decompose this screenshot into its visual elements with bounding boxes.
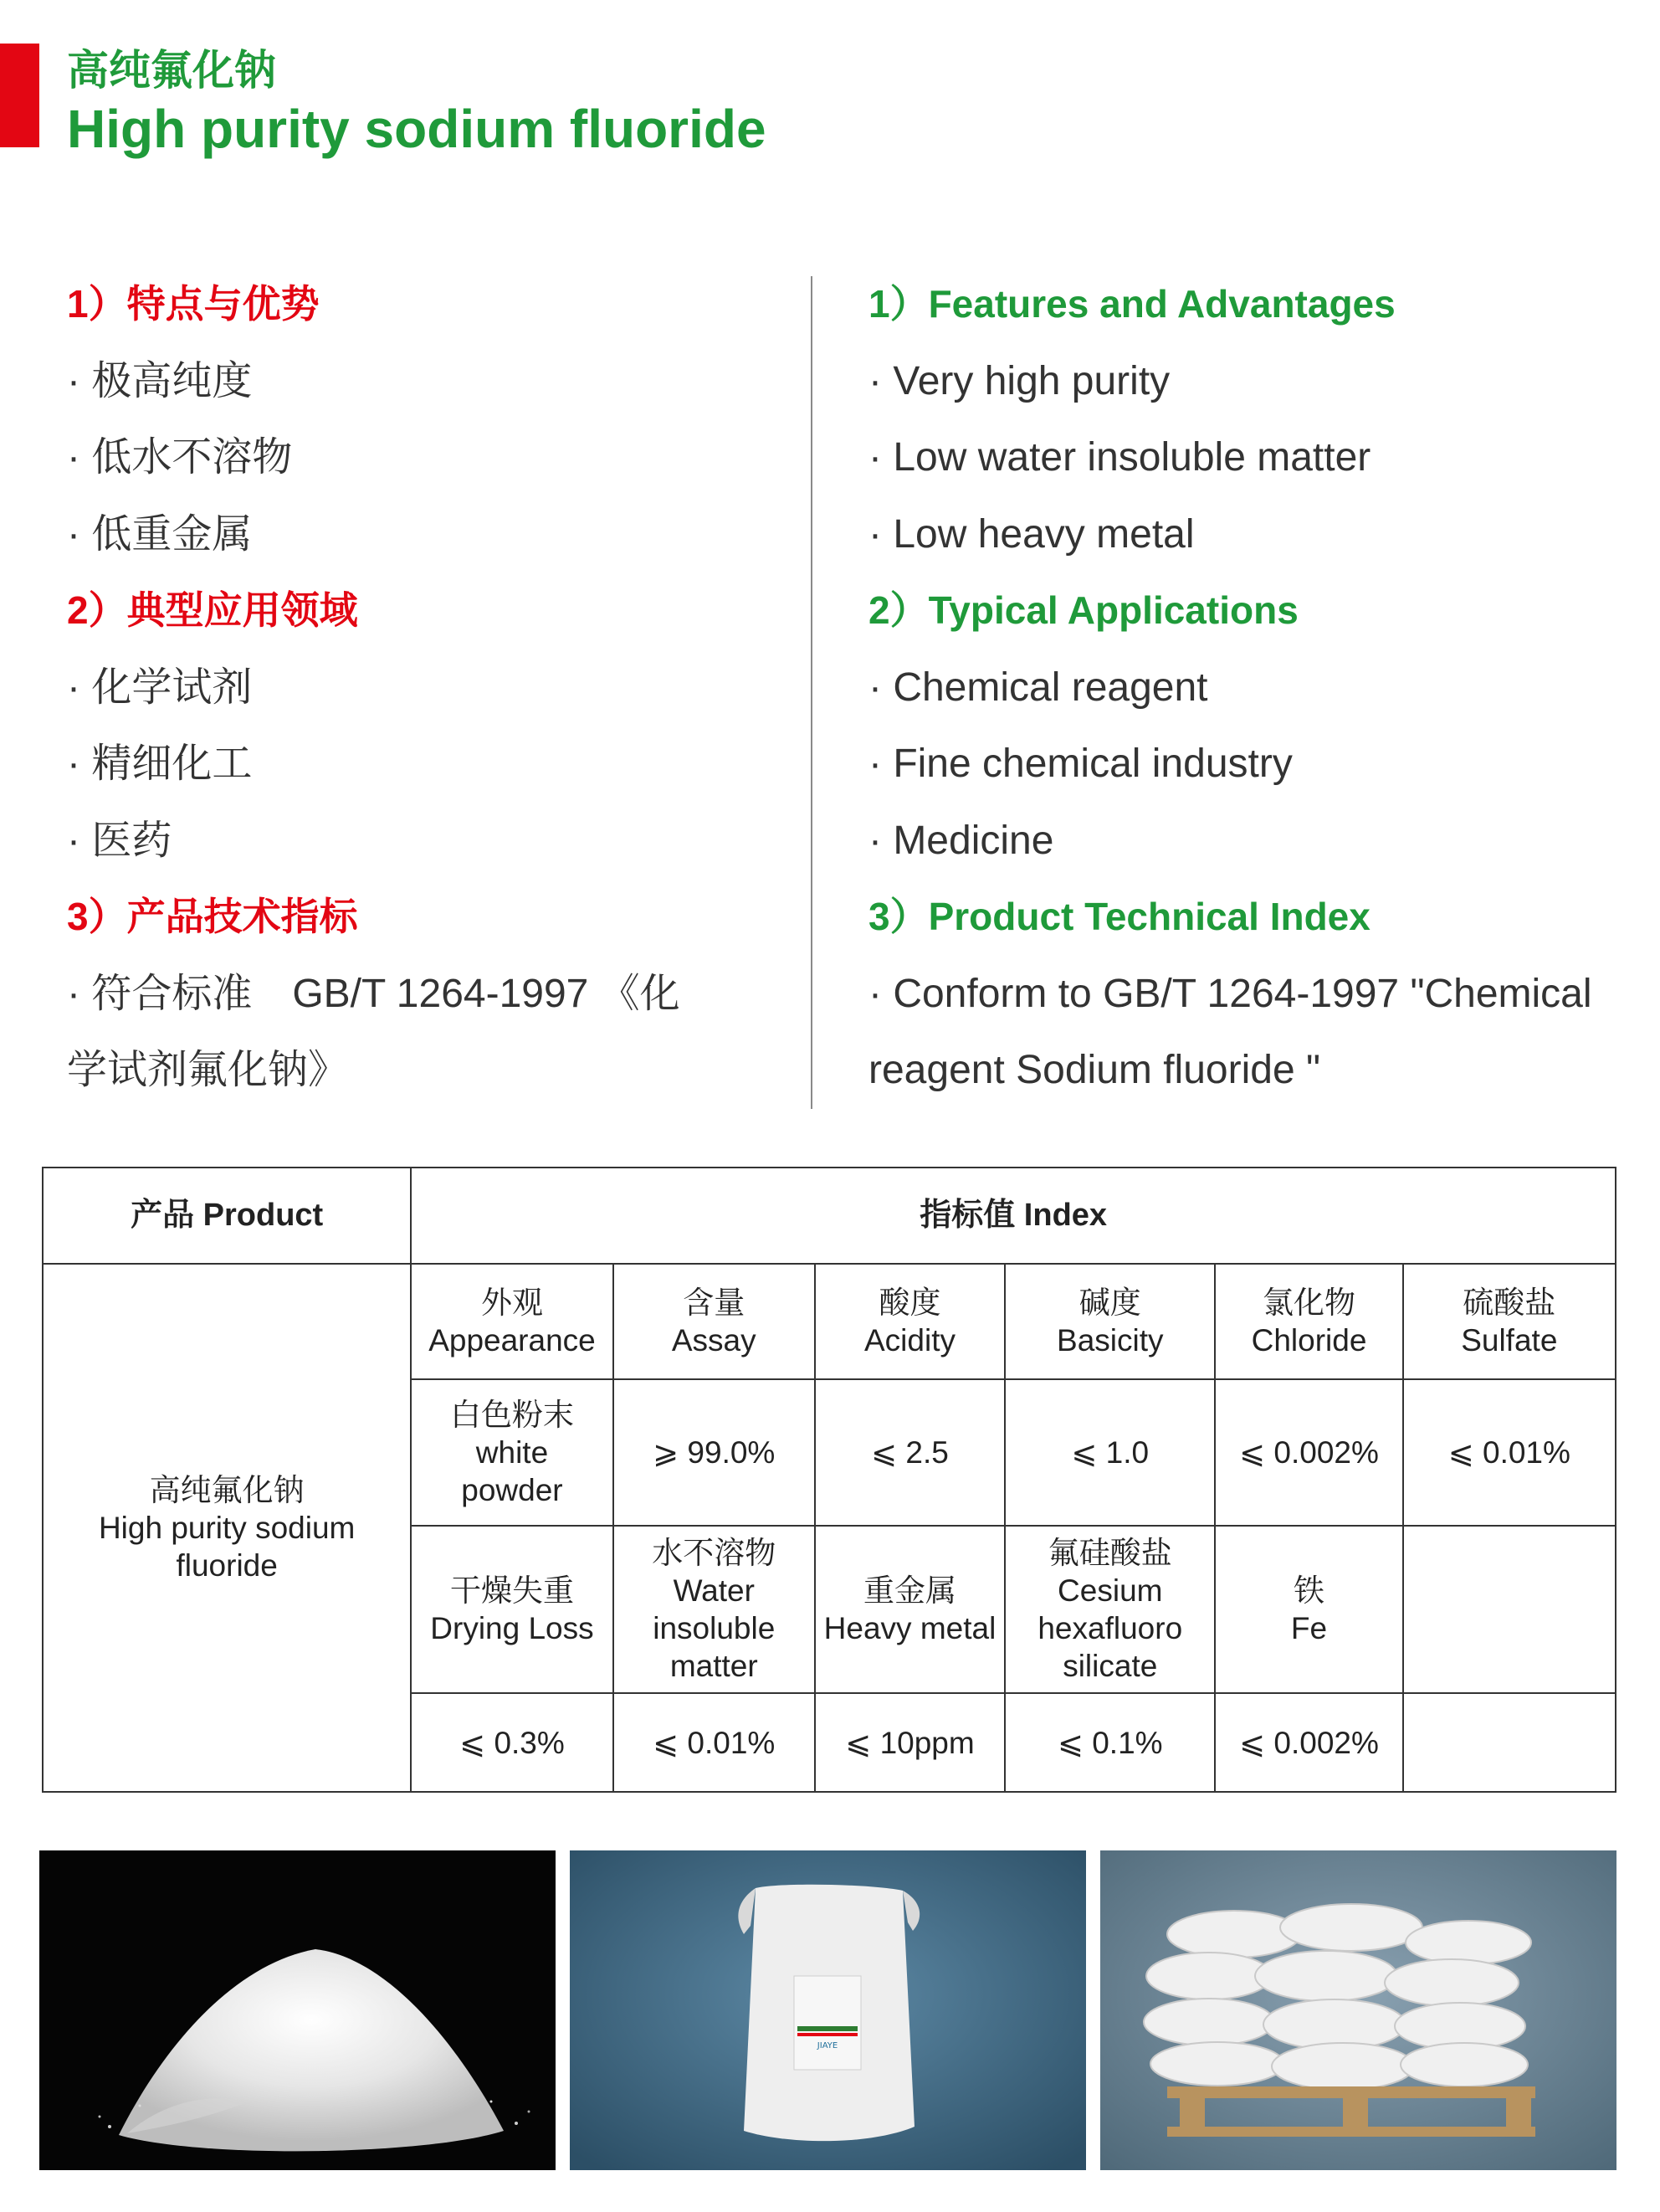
spec-label-cell-text: Heavy metal — [823, 1611, 997, 1645]
product-name-cell — [43, 1264, 411, 1792]
spec-value-cell — [1403, 1693, 1616, 1792]
spec-value-cell-text: ⩽ 10ppm — [845, 1725, 975, 1760]
spec-label-cell-text: Assay — [671, 1323, 756, 1357]
cn-section-heading: 2）典型应用领域 — [67, 588, 358, 632]
spec-label-cell — [1403, 1526, 1616, 1693]
spec-value-cell-text: ⩽ 2.5 — [871, 1435, 949, 1470]
spec-value-cell-text: ⩽ 0.1% — [1057, 1725, 1163, 1760]
spec-label-cell — [1005, 1526, 1215, 1693]
spec-label-cell-text: 外观 — [480, 1286, 543, 1320]
page-title-cn: 高纯氟化钠 — [67, 47, 276, 94]
cn-bullet-item: · 极高纯度 — [67, 358, 253, 403]
spec-label-cell-text: Fe — [1290, 1611, 1328, 1645]
cn-bullet-item: 学试剂氟化钠》 — [67, 1048, 349, 1092]
spec-label-cell-text: 碱度 — [1078, 1286, 1141, 1320]
spec-value-cell — [1005, 1379, 1215, 1526]
spec-label-cell — [411, 1526, 612, 1693]
en-section-heading: 1）Features and Advantages — [868, 282, 1396, 326]
column-divider — [811, 276, 812, 1109]
en-section-heading: 3）Product Technical Index — [868, 895, 1371, 938]
spec-label-cell-text: insoluble — [653, 1611, 776, 1645]
en-bullet-item: · Very high purity — [868, 358, 1171, 403]
spec-label-cell — [1215, 1264, 1402, 1379]
cn-section-heading: 1）特点与优势 — [67, 282, 320, 326]
spec-label-cell-text: 含量 — [683, 1286, 745, 1320]
product-name-cn: 高纯氟化钠 — [149, 1473, 305, 1507]
index-header: 指标值 Index — [411, 1168, 1616, 1264]
accent-bar — [0, 44, 39, 147]
cn-bullet-item: · 低重金属 — [67, 511, 253, 557]
cn-bullet-item: · 精细化工 — [67, 742, 253, 786]
spec-value-cell — [1215, 1379, 1402, 1526]
spec-label-cell-text: 水不溶物 — [652, 1536, 776, 1570]
spec-label-cell-text: 硫酸盐 — [1463, 1286, 1556, 1320]
spec-value-cell — [1005, 1693, 1215, 1792]
spec-label-cell-text: 铁 — [1294, 1573, 1325, 1608]
spec-label-cell-text: 氯化物 — [1263, 1286, 1356, 1320]
cn-bullet-item: · 化学试剂 — [67, 665, 253, 710]
bag-label-text: JIAYE — [817, 2041, 838, 2050]
spec-label-cell-text: Appearance — [428, 1323, 596, 1357]
cn-bullet-item: · 低水不溶物 — [67, 435, 293, 480]
photo-pallet — [1100, 1850, 1616, 2170]
cn-bullet-item: · 符合标准 GB/T 1264-1997 《化 — [67, 971, 680, 1016]
spec-value-cell-text: white — [475, 1435, 549, 1470]
product-name-en: High purity sodium fluoride — [98, 1511, 356, 1583]
en-bullet-item: · Medicine — [868, 818, 1054, 863]
spec-value-cell-text: ⩽ 0.002% — [1239, 1725, 1379, 1760]
cn-bullet-item: · 医药 — [67, 818, 172, 863]
spec-value-cell — [815, 1379, 1005, 1526]
spec-value-cell — [815, 1693, 1005, 1792]
spec-label-cell — [613, 1264, 815, 1379]
spec-label-cell-text: Basicity — [1057, 1323, 1164, 1357]
spec-label-cell-text: Acidity — [864, 1323, 956, 1357]
right-column-en — [868, 266, 1622, 1109]
spec-table — [42, 1167, 1616, 1793]
spec-value-cell — [411, 1693, 612, 1792]
spec-value-cell — [1215, 1693, 1402, 1792]
spec-label-cell — [815, 1264, 1005, 1379]
spec-label-cell-text: Sulfate — [1461, 1323, 1558, 1357]
product-header: 产品 Product — [43, 1168, 411, 1264]
spec-label-cell — [613, 1526, 815, 1693]
left-column-cn — [67, 266, 786, 1109]
spec-value-cell — [1403, 1379, 1616, 1526]
en-section-heading: 2）Typical Applications — [868, 588, 1299, 632]
spec-label-cell-text: matter — [669, 1649, 758, 1683]
spec-label-cell-text: Chloride — [1251, 1323, 1367, 1357]
spec-label-cell — [411, 1264, 612, 1379]
spec-label-cell — [1403, 1264, 1616, 1379]
spec-label-cell — [1005, 1264, 1215, 1379]
en-bullet-item: reagent Sodium fluoride " — [868, 1048, 1321, 1092]
spec-label-cell-text: 氟硅酸盐 — [1048, 1536, 1172, 1570]
spec-value-cell-text: powder — [461, 1473, 563, 1507]
en-bullet-item: · Low heavy metal — [868, 511, 1195, 557]
photo-powder — [39, 1850, 556, 2170]
page-title-en: High purity sodium fluoride — [67, 99, 766, 159]
en-bullet-item: · Conform to GB/T 1264-1997 "Chemical — [868, 971, 1592, 1016]
spec-label-cell-text: Drying Loss — [430, 1611, 594, 1645]
spec-label-cell-text: 重金属 — [863, 1573, 956, 1608]
spec-label-cell — [1215, 1526, 1402, 1693]
spec-label-cell-text: 干燥失重 — [449, 1573, 574, 1608]
spec-label-cell-text: hexafluoro — [1038, 1611, 1183, 1645]
en-bullet-item: · Chemical reagent — [868, 665, 1208, 710]
spec-label-cell-text: 酸度 — [879, 1286, 941, 1320]
spec-value-cell-text: 白色粉末 — [449, 1398, 574, 1432]
en-bullet-item: · Fine chemical industry — [868, 742, 1293, 786]
spec-label-cell — [815, 1526, 1005, 1693]
spec-value-cell-text: ⩽ 0.002% — [1239, 1435, 1379, 1470]
spec-value-cell — [411, 1379, 612, 1526]
spec-value-cell-text: ⩾ 99.0% — [653, 1435, 776, 1470]
photo-bag — [570, 1850, 1086, 2170]
spec-label-cell-text: Cesium — [1058, 1573, 1163, 1608]
spec-value-cell — [613, 1693, 815, 1792]
spec-label-cell-text: Water — [673, 1573, 755, 1608]
spec-value-cell-text: ⩽ 0.01% — [653, 1725, 776, 1760]
spec-value-cell-text: ⩽ 0.3% — [459, 1725, 565, 1760]
cn-section-heading: 3）产品技术指标 — [67, 895, 358, 938]
spec-value-cell-text: ⩽ 1.0 — [1071, 1435, 1150, 1470]
spec-label-cell-text: silicate — [1063, 1649, 1158, 1683]
spec-value-cell — [613, 1379, 815, 1526]
en-bullet-item: · Low water insoluble matter — [868, 435, 1371, 480]
spec-value-cell-text: ⩽ 0.01% — [1447, 1435, 1570, 1470]
